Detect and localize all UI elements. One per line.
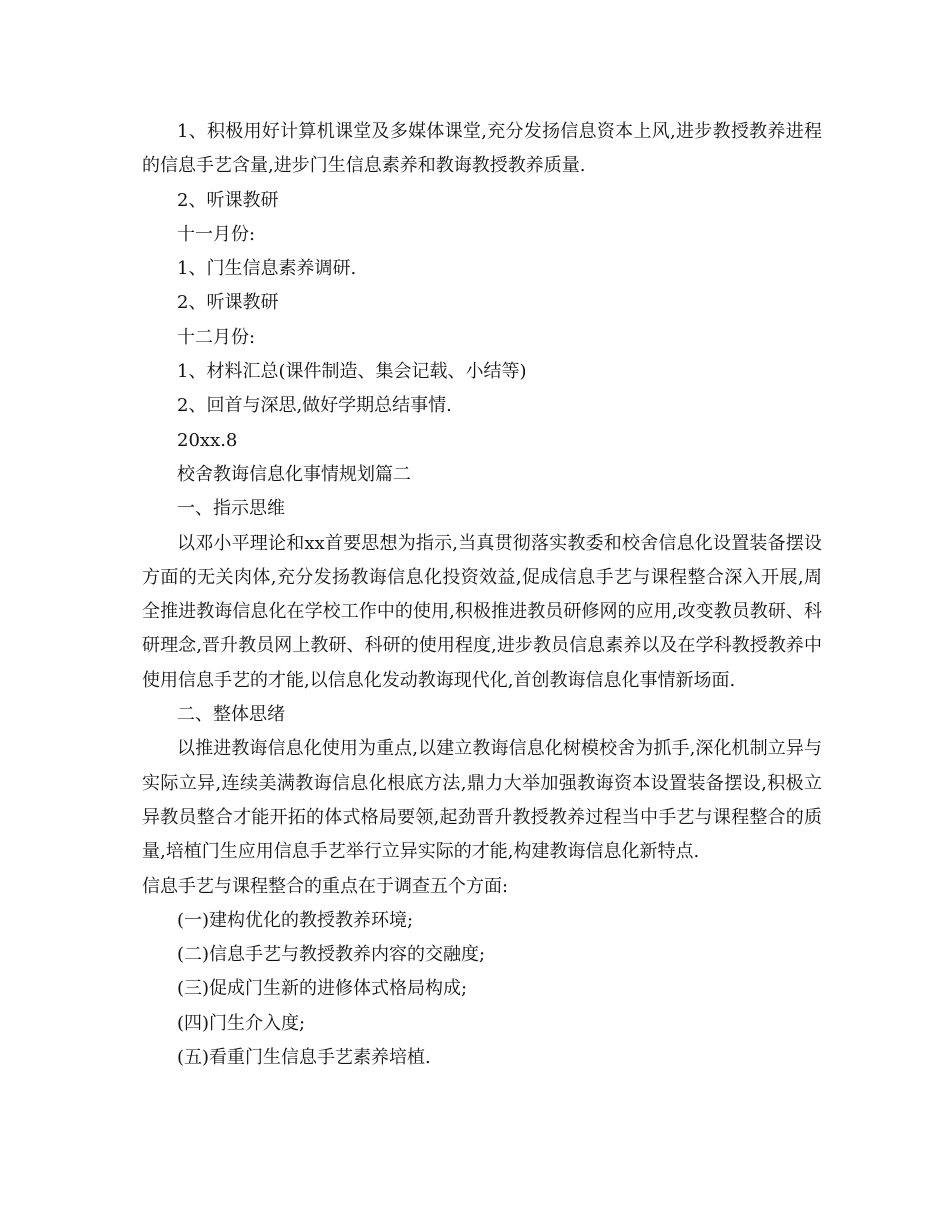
integration-focus-line: 信息手艺与课程整合的重点在于调查五个方面: bbox=[142, 875, 509, 897]
document-body bbox=[142, 115, 822, 1075]
item-1-paragraph bbox=[142, 115, 822, 184]
overall-idea-paragraph: 以推进教诲信息化使用为重点,以建立教诲信息化树模校舍为抓手,深化机制立异与实际立异,连续美满教诲信息化根底方法,鼎力大举加强教诲资本设置装备摆设,积极立异教员整合才能开拓的体式格局要领,起劲晋升教授教养过程当中手艺与课程整合的质量,培植门生应用信息手艺举行立异实际的才能,构建教诲信息化新特点. bbox=[142, 738, 822, 863]
list-item: (四)门生介入度; bbox=[177, 1012, 306, 1034]
november-item-2: 2、听课教研 bbox=[177, 292, 279, 314]
november-item-1: 1、门生信息素养调研. bbox=[177, 258, 357, 280]
item-1-prefix: 1、 bbox=[177, 121, 208, 142]
guiding-thought-paragraph: 以邓小平理论和xx首要思想为指示,当真贯彻落实教委和校舍信息化设置装备摆设方面的无关肉体,充分发扬教诲信息化投资效益,促成信息手艺与课程整合深入开展,周全推进教诲信息化在学校工作中的使用,积极推进教员研修网的应用,改变教员教研、科研理念,晋升教员网上教研、科研的使用程度,进步教员信息素养以及在学科教授教养中使用信息手艺的才能,以信息化发动教诲现代化,首创教诲信息化事情新场面. bbox=[142, 532, 822, 691]
list-item: (二)信息手艺与教授教养内容的交融度; bbox=[177, 944, 486, 966]
item-1-text: 积极用好计算机课堂及多媒体课堂,充分发扬信息资本上风,进步教授教养进程的信息手艺含量,进步门生信息素养和教诲教授教养质量. bbox=[142, 121, 822, 177]
list-item: (五)看重门生信息手艺素养培植. bbox=[177, 1047, 431, 1069]
section-title: 校舍教诲信息化事情规划篇二 bbox=[177, 463, 411, 485]
month-heading-december: 十二月份: bbox=[177, 326, 256, 348]
list-item: (三)促成门生新的进修体式格局构成; bbox=[177, 978, 468, 1000]
list-item: (一)建构优化的教授教养环境; bbox=[177, 909, 414, 931]
heading-overall-idea: 二、整体思绪 bbox=[177, 704, 285, 726]
month-heading-november: 十一月份: bbox=[177, 223, 256, 245]
december-item-1: 1、材料汇总(课件制造、集会记载、小结等) bbox=[177, 361, 527, 383]
december-item-2: 2、回首与深思,做好学期总结事情. bbox=[177, 395, 452, 417]
heading-guiding-thought: 一、指示思维 bbox=[177, 498, 285, 520]
date-line: 20xx.8 bbox=[177, 429, 238, 451]
item-2-line: 2、听课教研 bbox=[177, 189, 279, 211]
